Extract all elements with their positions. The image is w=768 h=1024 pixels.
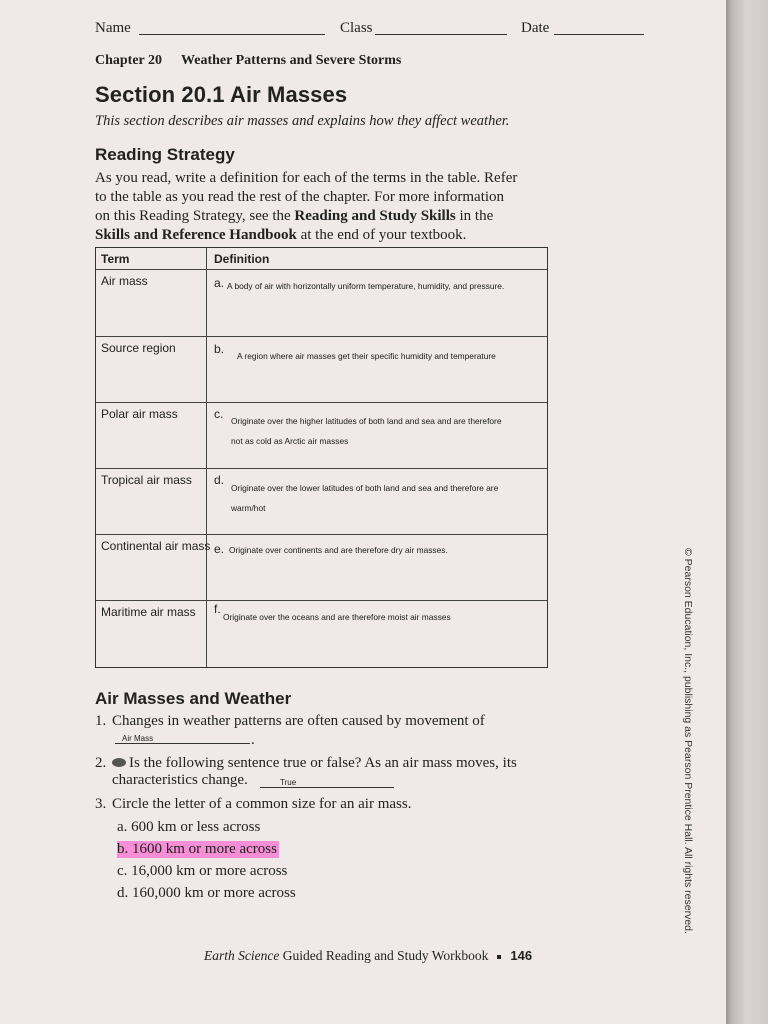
definition-answer[interactable]: A region where air masses get their specific humidity and temperature xyxy=(237,351,496,361)
book-title-italic: Earth Science xyxy=(204,948,280,963)
definition-letter: c. xyxy=(214,407,224,421)
name-field[interactable] xyxy=(139,33,325,35)
intro-line: to the table as you read the rest of the chapter. For more information xyxy=(95,189,505,205)
question-2-text: Is the following sentence true or false? As an air mass moves, its xyxy=(112,755,517,772)
term-cell: Maritime air mass xyxy=(101,605,196,619)
chapter-number: Chapter 20 xyxy=(95,53,163,68)
class-label: Class xyxy=(340,20,373,36)
reading-strategy-heading: Reading Strategy xyxy=(95,145,235,164)
intro-line: Skills and Reference Handbook at the end of your textbook. xyxy=(95,227,467,243)
page-footer xyxy=(204,948,532,964)
choice-b-highlighted[interactable]: b. 1600 km or more across xyxy=(117,841,277,857)
q1-answer[interactable]: Air Mass xyxy=(122,734,154,743)
date-field[interactable] xyxy=(554,33,644,35)
air-masses-weather-heading: Air Masses and Weather xyxy=(95,689,292,708)
intro-line: As you read, write a definition for each of the terms in the table. Refer xyxy=(95,170,518,186)
choice-c[interactable]: c. 16,000 km or more across xyxy=(117,863,288,879)
definition-answer[interactable]: Originate over continents and are therefore dry air masses. xyxy=(229,545,448,555)
question-3-text: Circle the letter of a common size for an air mass. xyxy=(112,796,412,812)
choice-a[interactable]: a. 600 km or less across xyxy=(117,819,261,835)
definition-answer[interactable]: warm/hot xyxy=(231,503,266,513)
choice-d[interactable]: d. 160,000 km or more across xyxy=(117,885,296,901)
term-cell: Continental air mass xyxy=(101,539,211,553)
page-number: 146 xyxy=(510,948,533,963)
copyright-notice xyxy=(680,548,700,934)
name-label: Name xyxy=(95,20,131,36)
section-title: Section 20.1 Air Masses xyxy=(95,82,348,107)
definition-answer[interactable]: Originate over the lower latitudes of both land and sea and therefore are xyxy=(231,483,499,493)
question-number: 2. xyxy=(95,755,107,771)
question-1-text: Changes in weather patterns are often caused by movement of xyxy=(112,713,485,729)
definition-letter: d. xyxy=(214,473,225,487)
q1-answer-line[interactable] xyxy=(115,743,250,744)
book-title: Guided Reading and Study Workbook xyxy=(279,948,489,963)
terms-definitions-table xyxy=(95,247,548,668)
definition-answer[interactable]: Originate over the higher latitudes of both land and sea and are therefore xyxy=(231,416,502,426)
table-header-term: Term xyxy=(101,252,130,266)
section-description: This section describes air masses and explains how they affect weather. xyxy=(95,113,510,129)
term-cell: Tropical air mass xyxy=(101,473,192,487)
reading-strategy-text xyxy=(95,169,555,245)
question-number: 1. xyxy=(95,713,107,729)
class-field[interactable] xyxy=(375,33,507,35)
date-label: Date xyxy=(521,20,550,36)
definition-letter: e. xyxy=(214,542,225,556)
table-header-definition: Definition xyxy=(214,252,270,266)
question-2-text-continued: characteristics change. xyxy=(112,772,248,788)
page-edge-shadow xyxy=(726,0,768,1024)
definition-letter: f. xyxy=(214,602,221,616)
intro-line: on this Reading Strategy, see the Reading and Study Skills in the xyxy=(95,208,494,224)
question-number: 3. xyxy=(95,796,107,812)
definition-letter: b. xyxy=(214,342,225,356)
definition-answer[interactable]: not as cold as Arctic air masses xyxy=(231,436,349,446)
q2-answer[interactable]: True xyxy=(280,778,297,787)
definition-answer[interactable]: Originate over the oceans and are therefore moist air masses xyxy=(223,612,451,622)
chapter-heading xyxy=(95,53,401,69)
chapter-title: Weather Patterns and Severe Storms xyxy=(181,53,402,68)
term-cell: Air mass xyxy=(101,274,148,288)
q1-period: . xyxy=(251,732,255,748)
oval-icon xyxy=(112,758,126,767)
q2-answer-line[interactable] xyxy=(260,787,394,788)
term-cell: Polar air mass xyxy=(101,407,178,421)
bullet-separator xyxy=(497,955,501,959)
term-cell: Source region xyxy=(101,341,176,355)
copyright-text: © Pearson Education, Inc., publishing as Pearson Prentice Hall. All rights reserved. xyxy=(682,548,694,934)
definition-answer[interactable]: A body of air with horizontally uniform temperature, humidity, and pressure. xyxy=(227,281,505,291)
definition-letter: a. xyxy=(214,276,225,290)
